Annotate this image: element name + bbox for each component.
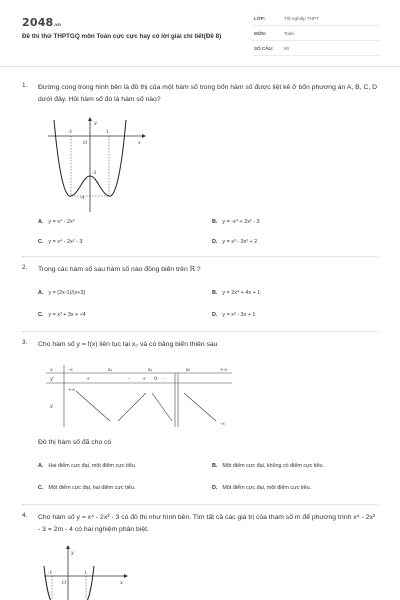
meta-key: MÔN: — [254, 31, 267, 36]
x-value: +∞ — [220, 368, 228, 373]
site-logo[interactable]: 2048.vn — [22, 16, 61, 29]
question-number: 4. — [22, 512, 28, 519]
row-label-yprime: y' — [50, 376, 55, 382]
question-text: Đường cong trong hình bên là đồ thị của một hàm số trong bốn hàm số được liệt kê ở bốn phương án A, B, C, D dưới đây. Hỏi hàm số đó là hàm số nào? — [38, 84, 378, 103]
y-value-top: +∞ — [68, 388, 76, 393]
question-1-graph — [40, 116, 150, 216]
option-a[interactable]: A. y = x⁴ - 2x² — [38, 219, 75, 225]
x-axis-arrow — [124, 574, 128, 578]
question-3 — [22, 339, 378, 499]
option-b[interactable]: B. Một điểm cực đại, không có điểm cực tiểu. — [212, 463, 325, 469]
option-a[interactable]: A. Hai điểm cực đại, một điểm cực tiểu. — [38, 463, 137, 469]
question-divider — [22, 256, 378, 257]
option-a[interactable]: A. y = (2x-1)/(x+3) — [38, 290, 86, 296]
document-header — [0, 0, 400, 62]
question-number: 1. — [22, 82, 28, 89]
meta-key: SỐ CÂU: — [254, 46, 274, 51]
y-value-bottom: -∞ — [220, 422, 226, 427]
question-number: 2. — [22, 264, 28, 271]
option-text: y = 2x⁴ + 4x + 1 — [222, 290, 261, 296]
option-d[interactable]: D. y = x³ - 3x + 1 — [212, 312, 256, 318]
option-b[interactable]: B. y = -x⁴ + 2x² - 3 — [212, 219, 260, 225]
derivative-sign: + — [86, 376, 91, 382]
meta-row-count — [252, 42, 380, 56]
header-divider — [0, 66, 400, 67]
value-label-a: -3 — [92, 171, 97, 176]
origin-label: O — [62, 580, 67, 586]
option-d[interactable]: D. Một điểm cực đại, một điểm cực tiểu. — [212, 485, 312, 491]
option-text: y = -x⁴ + 2x² - 3 — [222, 219, 260, 225]
question-1 — [22, 82, 378, 252]
trend-arrow — [184, 393, 216, 421]
meta-key: LỚP: — [254, 16, 266, 21]
tick-label-pos: 1 — [106, 130, 109, 135]
question-text: Trong các hàm số sau hàm số nào đồng biến trên ℝ ? — [38, 266, 201, 273]
trend-arrow — [76, 391, 110, 421]
meta-value: 50 — [284, 46, 290, 51]
tick-label-pos: 1 — [84, 571, 87, 576]
tick-label-neg: -1 — [48, 571, 53, 576]
question-2 — [22, 264, 378, 328]
option-text: Hai điểm cực đại, một điểm cực tiểu. — [48, 463, 137, 469]
question-subtext: Đồ thị hàm số đã cho có — [38, 439, 112, 446]
y-axis-label: y — [94, 120, 97, 126]
option-c[interactable]: C. Một điểm cực đại, hai điểm cực tiểu. — [38, 485, 136, 491]
option-b[interactable]: B. y = 2x⁴ + 4x + 1 — [212, 290, 261, 296]
meta-value: Toán — [284, 31, 294, 36]
meta-value: Tốt nghiệp THPT — [284, 16, 319, 21]
trend-arrow — [152, 393, 172, 421]
meta-row-class — [252, 12, 380, 26]
row-label-y: y — [50, 403, 53, 409]
document-title: Đề thi thử THPTGQ môn Toán cực cực hay có lời giải chi tiết(Đề 8) — [22, 33, 222, 40]
question-text: Cho hàm số y = f(x) liên tục tại x₀ và có bảng biến thiên sau — [38, 341, 218, 348]
question-text: Cho hàm số y = x⁴ - 2x² - 3 có đồ thị như hình bên. Tìm tất cả các giá trị của tham số m để phương trình x⁴ - 2x² - 3 = 2m - 4 có hai nghiệm phân biệt. — [38, 514, 376, 533]
function-curve — [86, 566, 94, 600]
option-text: y = x³ - 3x² + 2 — [222, 239, 258, 245]
x-axis-label: x — [138, 140, 141, 146]
derivative-sign: - — [164, 376, 166, 382]
question-divider — [22, 504, 378, 505]
option-text: Một điểm cực đại, không có điểm cực tiểu. — [222, 463, 325, 469]
option-text: y = x³ + 3x + √4 — [48, 312, 86, 318]
option-text: y = x³ - 3x + 1 — [222, 312, 256, 318]
option-d[interactable]: D. y = x³ - 3x² + 2 — [212, 239, 258, 245]
question-4-graph — [40, 544, 130, 600]
y-axis-arrow — [88, 117, 92, 121]
option-c[interactable]: C. y = x⁴ - 2x² - 3 — [38, 239, 83, 245]
question-divider — [22, 331, 378, 332]
trend-arrow — [118, 393, 146, 421]
variation-table — [36, 363, 236, 431]
x-value: -∞ — [68, 368, 74, 373]
y-axis-label: y — [71, 550, 74, 556]
derivative-sign: - — [128, 376, 130, 382]
question-4 — [22, 512, 378, 600]
row-label-x: x — [50, 367, 53, 373]
question-number: 3. — [22, 339, 28, 346]
x-axis-arrow — [142, 134, 146, 138]
x-value: x₁ — [108, 368, 113, 373]
derivative-sign: + — [142, 376, 147, 382]
option-text: Một điểm cực đại, một điểm cực tiểu. — [222, 485, 312, 491]
option-c[interactable]: C. y = x³ + 3x + √4 — [38, 312, 86, 318]
option-text: y = x⁴ - 2x² - 3 — [48, 239, 83, 245]
tick-label-neg: -1 — [68, 130, 73, 135]
origin-label: O — [83, 140, 88, 146]
meta-row-subject — [252, 27, 380, 41]
derivative-sign: 0 — [154, 376, 158, 382]
option-text: y = (2x-1)/(x+3) — [48, 290, 86, 296]
y-axis-arrow — [66, 545, 70, 549]
option-text: Một điểm cực đại, hai điểm cực tiểu. — [48, 485, 136, 491]
value-label-b: -4 — [80, 196, 85, 201]
x-value: x₂ — [148, 368, 153, 373]
option-text: y = x⁴ - 2x² — [48, 219, 75, 225]
x-axis-label: x — [120, 580, 123, 586]
x-value: x₃ — [186, 368, 191, 373]
